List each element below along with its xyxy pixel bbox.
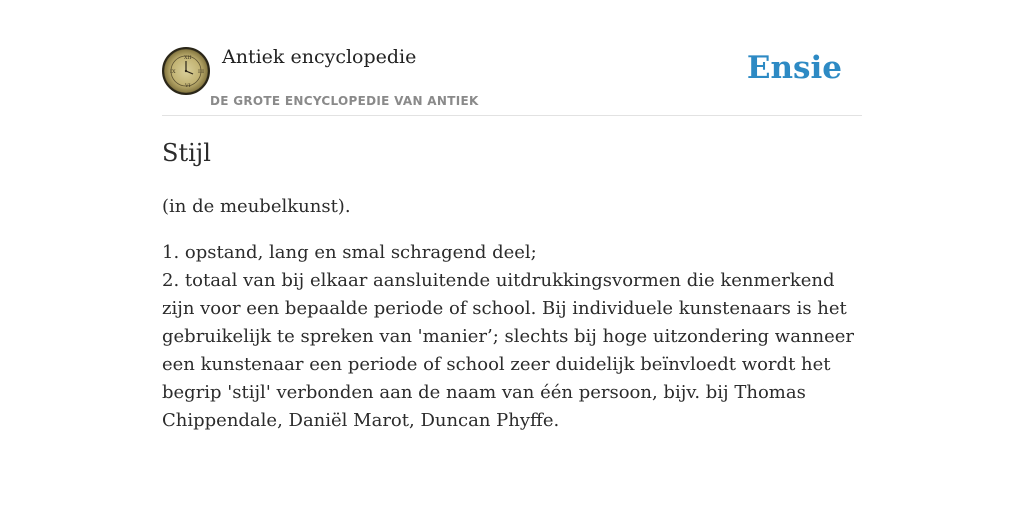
brand-logo-link[interactable]: Ensie [746,50,842,86]
clock-icon[interactable] [162,47,210,95]
svg-text:IX: IX [170,69,176,75]
site-subtitle: DE GROTE ENCYCLOPEDIE VAN ANTIEK [210,94,479,108]
article-title: Stijl [162,139,211,167]
svg-text:XII: XII [184,55,192,61]
site-title[interactable]: Antiek encyclopedie [222,46,417,68]
site-header [162,44,862,116]
definition-line: 1. opstand, lang en smal schragend deel; [162,242,537,263]
svg-text:III: III [198,69,204,75]
definition-line: 2. totaal van bij elkaar aansluitende uitdrukkingsvormen die kenmerkend zijn voor een bepaalde periode of school. Bij individuele kunstenaars is het gebruikelijk te spreken van 'manier’; slechts bij hoge uitzondering wanneer een kunstenaar een periode of school zeer duidelijk beïnvloedt wordt het begrip 'stijl' verbonden aan de naam van één persoon, bijv. bij Thomas Chippendale, Daniël Marot, Duncan Phyffe. [162,270,855,431]
svg-text:VI: VI [185,83,191,89]
article-intro: (in de meubelkunst). [162,196,351,217]
article-body [162,239,862,435]
